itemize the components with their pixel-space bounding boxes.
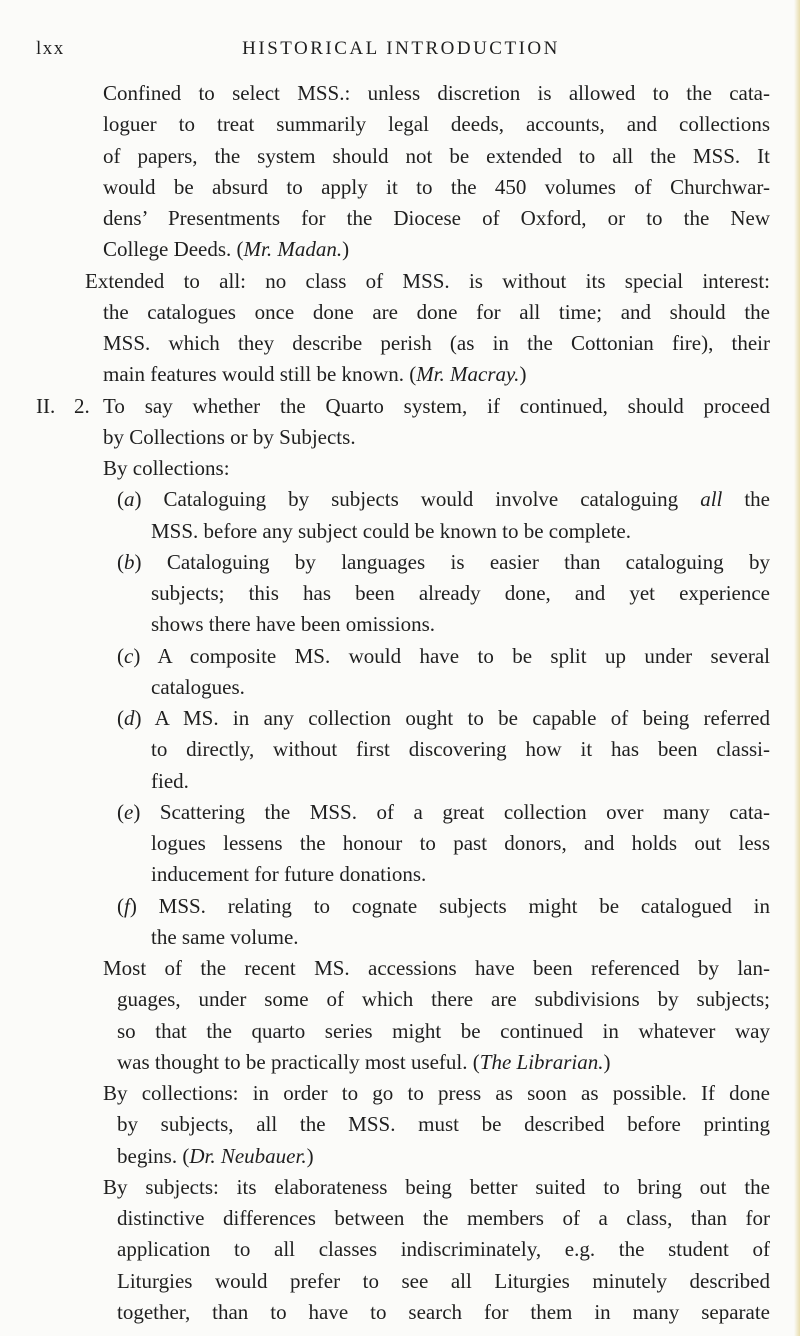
page-header <box>36 38 766 68</box>
text-line: logues lessens the honour to past donors, and holds out less <box>151 831 770 855</box>
text-line: By collections: in order to go to press as soon as possible. If done <box>103 1081 770 1105</box>
text-line: so that the quarto series might be continued in whatever way <box>117 1019 770 1043</box>
text-line: application to all classes indiscriminately, e.g. the student of <box>117 1237 770 1261</box>
text-line: Most of the recent MS. accessions have been referenced by lan- <box>103 956 770 980</box>
text-line-with-attribution: main features would still be known. (Mr. Macray.) <box>103 362 527 386</box>
text-line: MSS. before any subject could be known to be complete. <box>151 519 631 543</box>
list-item-f: (f) MSS. relating to cognate subjects might be catalogued in <box>117 894 770 918</box>
text-line: guages, under some of which there are subdivisions by subjects; <box>117 987 770 1011</box>
item-number: 2. <box>74 394 90 418</box>
text-line: of papers, the system should not be extended to all the MSS. It <box>103 144 770 168</box>
text-line: the same volume. <box>151 925 299 949</box>
list-item-a: (a) Cataloguing by subjects would involve cataloguing all the <box>117 487 771 511</box>
text-line: dens’ Presentments for the Diocese of Oxford, or to the New <box>103 206 770 230</box>
text-line-with-attribution: begins. (Dr. Neubauer.) <box>117 1144 314 1168</box>
text-line: Extended to all: no class of MSS. is without its special interest: <box>85 269 770 293</box>
page-number: lxx <box>36 38 65 59</box>
text-line: by subjects, all the MSS. must be described before printing <box>117 1112 770 1136</box>
page-edge <box>794 0 800 1336</box>
text-line: would be absurd to apply it to the 450 volumes of Churchwar- <box>103 175 770 199</box>
text-line-with-attribution: was thought to be practically most useful. (The Librarian.) <box>117 1050 611 1074</box>
text-line: by Collections or by Subjects. <box>103 425 356 449</box>
text-line: distinctive differences between the members of a class, than for <box>117 1206 770 1230</box>
text-line: the catalogues once done are done for all time; and should the <box>103 300 770 324</box>
list-item-b: (b) Cataloguing by languages is easier than cataloguing by <box>117 550 770 574</box>
text-line: loguer to treat summarily legal deeds, accounts, and collections <box>103 112 770 136</box>
list-item-e: (e) Scattering the MSS. of a great collection over many cata- <box>117 800 770 824</box>
text-line: MSS. which they describe perish (as in the Cottonian fire), their <box>103 331 770 355</box>
text-line: fied. <box>151 769 189 793</box>
section-number: II. <box>36 394 56 418</box>
list-item-d: (d) A MS. in any collection ought to be capable of being referred <box>117 706 770 730</box>
text-line: together, than to have to search for them in many separate <box>117 1300 770 1324</box>
text-line: to directly, without first discovering how it has been classi- <box>151 737 770 761</box>
text-line: inducement for future donations. <box>151 862 427 886</box>
text-line: shows there have been omissions. <box>151 612 436 636</box>
text-line-with-attribution: College Deeds. (Mr. Madan.) <box>103 237 350 261</box>
text-line: By collections: <box>103 456 230 480</box>
running-title: HISTORICAL INTRODUCTION <box>242 38 560 59</box>
text-line: Liturgies would prefer to see all Liturgies minutely described <box>117 1269 770 1293</box>
text-line: By subjects: its elaborateness being better suited to bring out the <box>103 1175 770 1199</box>
text-line: catalogues. <box>151 675 245 699</box>
list-item-c: (c) A composite MS. would have to be split up under several <box>117 644 770 668</box>
text-line: Confined to select MSS.: unless discretion is allowed to the cata- <box>103 81 770 105</box>
text-line: To say whether the Quarto system, if continued, should proceed <box>103 394 770 418</box>
text-line: subjects; this has been already done, and yet experience <box>151 581 770 605</box>
